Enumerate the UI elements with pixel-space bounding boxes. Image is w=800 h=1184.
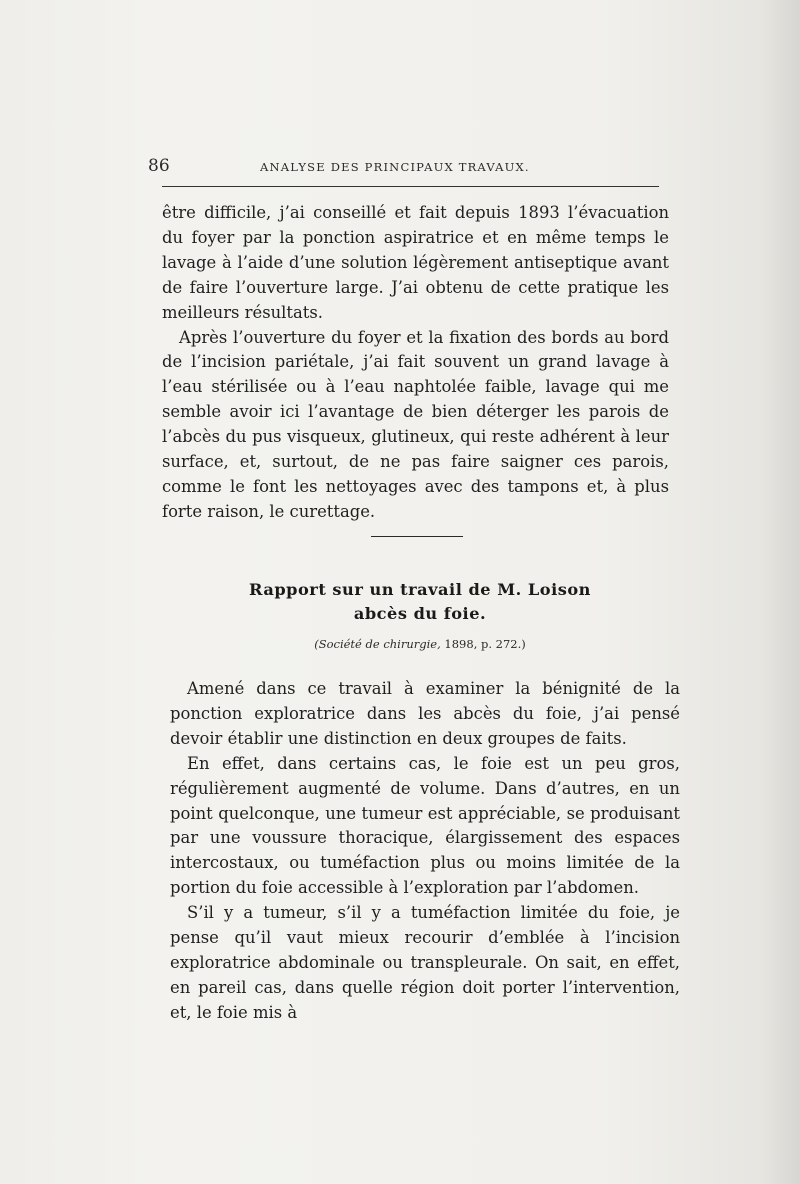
body-text-section-1 — [162, 201, 669, 525]
paragraph: En effet, dans certains cas, le foie est un peu gros, régulièrement augmenté de volume. Dans d’autres, en un point quelconque, une tumeur est appréciable, se produisant par une voussure thoracique, élargissement des espaces intercostaux, ou tuméfaction plus ou moins limitée de la portion du foie accessible à l’exploration par l’abdomen. — [170, 753, 680, 898]
header-rule — [162, 186, 659, 187]
page-header — [148, 156, 660, 180]
paragraph: Amené dans ce travail à examiner la bénignité de la ponction exploratrice dans les abcès du foie, j’ai pensé devoir établir une distinction en deux groupes de faits. — [170, 679, 680, 748]
paragraph: être difficile, j’ai conseillé et fait depuis 1893 l’évacuation du foyer par la ponction aspiratrice et en même temps le lavage à l’aide d’une solution légèrement antiseptique avant de faire l’ouverture large. J’ai obtenu de cette pratique les meilleurs résultats. — [162, 203, 669, 322]
paragraph: S’il y a tumeur, s’il y a tuméfaction limitée du foie, je pense qu’il vaut mieux recourir d’emblée à l’incision exploratrice abdominale ou transpleurale. On sait, en effet, en pareil cas, dans quelle région doit porter l’intervention, et, le foie mis à — [170, 903, 680, 1022]
paragraph: Après l’ouverture du foyer et la fixation des bords au bord de l’incision pariétale, j’ai fait souvent un grand lavage à l’eau stérilisée ou à l’eau naphtolée faible, lavage qui me semble avoir ici l’avantage de bien déterger les parois de l’abcès du pus visqueux, glutineux, qui reste adhérent à leur surface, et, surtout, de ne pas faire saigner ces parois, comme le font les nettoyages avec des tampons et, à plus forte raison, le curettage. — [162, 327, 669, 521]
body-text-section-2 — [170, 677, 680, 1026]
citation — [160, 637, 680, 651]
section-divider — [371, 536, 463, 537]
section-title: Rapport sur un travail de M. Loison — [249, 580, 591, 599]
citation-source: (Société de chirurgie, — [314, 637, 441, 651]
page-number: 86 — [148, 156, 170, 176]
citation-details: 1898, p. 272.) — [440, 637, 526, 651]
page-edge-shadow — [760, 0, 800, 1184]
section-subtitle: abcès du foie. — [353, 604, 487, 623]
running-head: ANALYSE DES PRINCIPAUX TRAVAUX. — [260, 160, 530, 174]
